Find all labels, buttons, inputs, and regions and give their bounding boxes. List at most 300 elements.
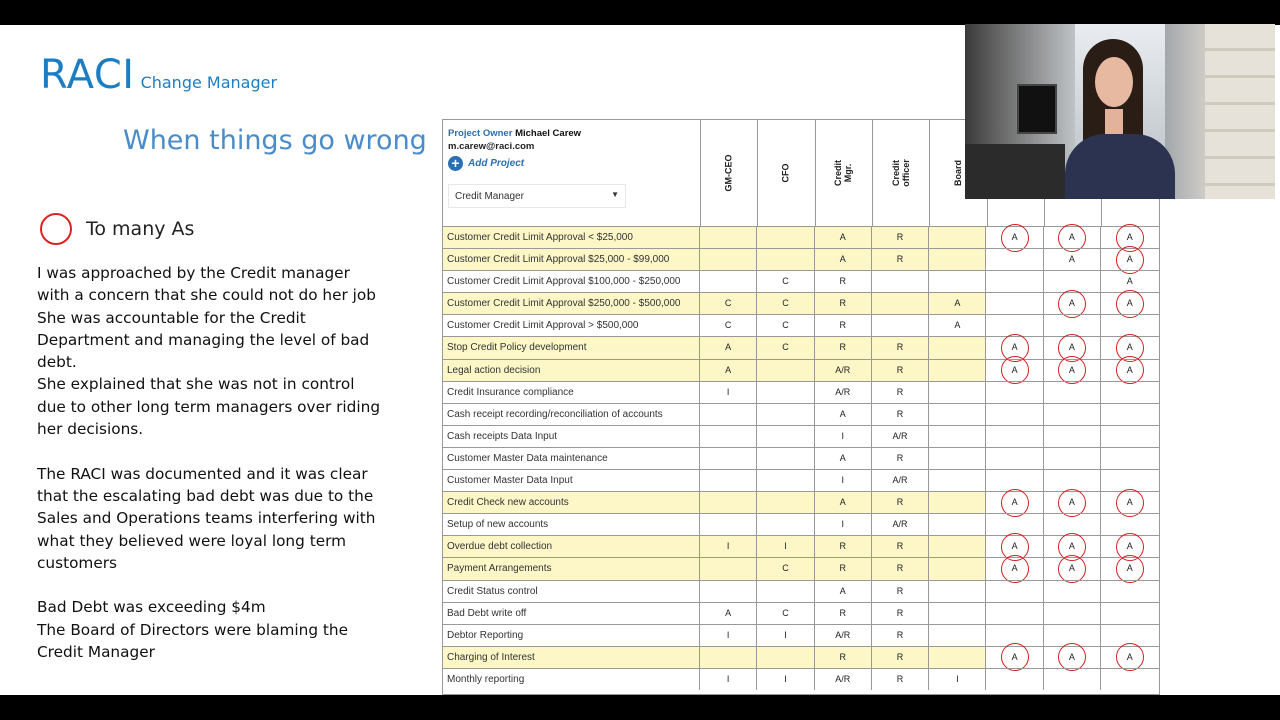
raci-value: A <box>1126 651 1133 662</box>
raci-value: A <box>1126 298 1133 309</box>
raci-value: A <box>839 408 846 419</box>
raci-cell <box>700 426 757 447</box>
table-row <box>443 646 1159 668</box>
raci-value: A <box>839 585 846 596</box>
raci-cell <box>986 603 1043 624</box>
table-row <box>443 381 1159 403</box>
column-header-label: GM-CEO <box>723 154 734 192</box>
activity-label: Cash receipt recording/reconciliation of accounts <box>443 404 700 425</box>
raci-value: I <box>784 629 787 640</box>
raci-cell <box>986 404 1043 425</box>
raci-cell <box>929 382 986 403</box>
raci-cell <box>700 647 757 668</box>
activity-label: Customer Credit Limit Approval $250,000 - $500,000 <box>443 293 700 314</box>
activity-label: Customer Credit Limit Approval $100,000 - $250,000 <box>443 271 700 292</box>
column-header <box>700 120 757 226</box>
raci-value: R <box>839 298 846 309</box>
raci-cell <box>1101 360 1158 381</box>
raci-cell <box>757 227 814 248</box>
raci-value: A <box>1126 541 1133 552</box>
activity-label: Charging of Interest <box>443 647 700 668</box>
raci-cell <box>929 360 986 381</box>
raci-value: C <box>782 298 789 309</box>
raci-cell <box>1101 426 1158 447</box>
body-line: Credit Manager <box>37 643 155 662</box>
raci-cell <box>815 581 872 602</box>
raci-cell <box>700 404 757 425</box>
video-desk <box>965 144 1065 199</box>
raci-cell <box>986 271 1043 292</box>
raci-cell <box>757 382 814 403</box>
raci-cell <box>929 271 986 292</box>
body-line: what they believed were loyal long term <box>37 531 347 550</box>
raci-cell <box>872 382 929 403</box>
raci-value: R <box>896 629 904 640</box>
raci-cell <box>929 227 986 248</box>
column-header-label: Credit Mgr. <box>833 159 854 187</box>
raci-value: A <box>1011 364 1018 375</box>
body-line <box>37 574 417 596</box>
raci-cell <box>1044 647 1101 668</box>
raci-value: A <box>839 497 846 508</box>
raci-value: A <box>1126 563 1133 574</box>
raci-value: A <box>1126 276 1133 287</box>
raci-cell <box>815 558 872 579</box>
body-line: She explained that she was not in control <box>37 375 355 394</box>
project-owner-name: Michael Carew <box>515 128 582 139</box>
body-line: She was accountable for the Credit <box>37 308 306 327</box>
table-row <box>443 226 1159 248</box>
raci-cell <box>700 315 757 336</box>
raci-cell <box>757 249 814 270</box>
raci-cell <box>757 470 814 491</box>
raci-value: I <box>784 673 787 684</box>
role-select[interactable] <box>448 184 626 208</box>
raci-cell <box>815 227 872 248</box>
body-line: I was approached by the Credit manager <box>37 264 350 282</box>
raci-value: A/R <box>892 430 908 441</box>
raci-cell <box>700 293 757 314</box>
raci-cell <box>986 227 1043 248</box>
raci-cell <box>700 360 757 381</box>
raci-cell <box>872 558 929 579</box>
raci-cell <box>757 315 814 336</box>
raci-value: C <box>782 607 789 618</box>
table-row <box>443 513 1159 535</box>
raci-cell <box>757 669 814 690</box>
project-owner <box>448 128 581 139</box>
raci-value: A <box>1068 563 1075 574</box>
raci-cell <box>815 337 872 358</box>
table-row <box>443 535 1159 557</box>
raci-value: R <box>839 342 846 353</box>
raci-value: A <box>725 364 732 375</box>
raci-cell <box>872 227 929 248</box>
raci-cell <box>700 337 757 358</box>
raci-cell <box>872 426 929 447</box>
add-project-label: Add Project <box>468 158 525 169</box>
raci-cell <box>929 581 986 602</box>
raci-cell <box>872 647 929 668</box>
column-header-label: CFO <box>780 163 791 183</box>
raci-value: R <box>896 607 904 618</box>
raci-value: A <box>954 298 961 309</box>
table-row <box>443 491 1159 513</box>
raci-value: R <box>896 364 904 375</box>
activity-label: Customer Master Data Input <box>443 470 700 491</box>
raci-cell <box>929 514 986 535</box>
raci-cell <box>700 514 757 535</box>
raci-value: A <box>839 452 846 463</box>
body-text <box>37 262 417 663</box>
activity-label: Stop Credit Policy development <box>443 337 700 358</box>
raci-cell <box>1101 603 1158 624</box>
raci-cell <box>1101 581 1158 602</box>
raci-value: I <box>841 475 844 486</box>
raci-value: A <box>1011 563 1018 574</box>
presenter-video <box>965 24 1275 199</box>
raci-cell <box>815 603 872 624</box>
raci-cell <box>1101 448 1158 469</box>
raci-cell <box>1044 669 1101 690</box>
raci-logo <box>40 52 277 98</box>
raci-cell <box>872 448 929 469</box>
column-header <box>815 120 872 226</box>
presenter-face <box>1095 57 1133 107</box>
raci-cell <box>757 603 814 624</box>
raci-value: A/R <box>835 673 851 684</box>
raci-value: R <box>896 563 904 574</box>
raci-value: R <box>839 320 846 331</box>
raci-matrix <box>442 119 1160 695</box>
raci-cell <box>815 492 872 513</box>
role-select-value: Credit Manager <box>455 191 524 202</box>
raci-cell <box>929 315 986 336</box>
activity-label: Debtor Reporting <box>443 625 700 646</box>
activity-label: Payment Arrangements <box>443 558 700 579</box>
table-row <box>443 314 1159 336</box>
raci-cell <box>815 448 872 469</box>
raci-value: C <box>782 276 789 287</box>
raci-value: A <box>1126 232 1133 242</box>
bullet-point <box>40 213 194 245</box>
raci-cell <box>757 558 814 579</box>
raci-value: C <box>782 320 789 331</box>
raci-cell <box>700 382 757 403</box>
raci-value: C <box>724 298 732 309</box>
body-line: Sales and Operations teams interfering with <box>37 509 376 528</box>
raci-cell <box>1101 227 1158 248</box>
body-line: due to other long term managers over riding <box>37 397 381 416</box>
raci-cell <box>1044 249 1101 270</box>
raci-cell <box>872 625 929 646</box>
column-header-label: Credit officer <box>890 159 911 187</box>
raci-cell <box>986 470 1043 491</box>
body-line: her decisions. <box>37 420 144 439</box>
raci-value: I <box>726 386 730 397</box>
raci-value: I <box>841 519 844 530</box>
table-row <box>443 270 1159 292</box>
raci-value: A <box>1068 232 1075 242</box>
raci-value: A <box>1011 342 1018 353</box>
raci-cell <box>1101 382 1158 403</box>
body-line: that the escalating bad debt was due to the <box>37 486 374 505</box>
raci-cell <box>1044 426 1101 447</box>
raci-value: I <box>841 430 844 441</box>
body-line: Bad Debt was exceeding $4m <box>37 598 266 617</box>
raci-cell <box>872 360 929 381</box>
raci-value: R <box>896 342 904 353</box>
raci-value: A <box>1068 342 1075 353</box>
raci-value: A <box>1011 651 1018 662</box>
raci-cell <box>929 625 986 646</box>
activity-label: Credit Check new accounts <box>443 492 700 513</box>
raci-cell <box>1044 470 1101 491</box>
raci-value: C <box>782 342 789 353</box>
body-line: with a concern that she could not do her job <box>37 286 376 305</box>
raci-value: A <box>839 232 846 242</box>
raci-value: I <box>956 673 959 684</box>
raci-value: I <box>726 673 730 684</box>
raci-value: R <box>896 541 904 552</box>
raci-cell <box>929 603 986 624</box>
body-line <box>37 440 417 462</box>
column-header <box>872 120 929 226</box>
raci-value: A <box>1068 497 1075 508</box>
raci-value: R <box>839 651 846 662</box>
activity-label: Setup of new accounts <box>443 514 700 535</box>
raci-value: R <box>896 386 904 397</box>
raci-cell <box>700 271 757 292</box>
raci-cell <box>815 625 872 646</box>
raci-cell <box>757 404 814 425</box>
video-monitor <box>1017 84 1057 134</box>
raci-cell <box>757 426 814 447</box>
raci-value: A/R <box>835 629 851 640</box>
table-row <box>443 292 1159 314</box>
raci-cell <box>872 536 929 557</box>
raci-value: A/R <box>892 475 908 486</box>
raci-cell <box>700 227 757 248</box>
raci-cell <box>986 249 1043 270</box>
raci-cell <box>986 558 1043 579</box>
raci-cell <box>700 536 757 557</box>
raci-cell <box>986 647 1043 668</box>
raci-value: A <box>1011 541 1018 552</box>
raci-cell <box>872 293 929 314</box>
body-line: customers <box>37 553 118 572</box>
raci-cell <box>1044 581 1101 602</box>
table-row <box>443 624 1159 646</box>
raci-cell <box>815 249 872 270</box>
body-line: debt. <box>37 353 77 372</box>
dropdown-arrow-icon: ▼ <box>611 190 619 199</box>
raci-cell <box>986 293 1043 314</box>
raci-cell <box>929 647 986 668</box>
raci-cell <box>1101 492 1158 513</box>
raci-value: A <box>1011 497 1018 508</box>
raci-cell <box>1101 249 1158 270</box>
column-header <box>757 120 814 226</box>
activity-label: Credit Insurance compliance <box>443 382 700 403</box>
raci-cell <box>986 360 1043 381</box>
logo-sub: Change Manager <box>140 73 278 92</box>
raci-cell <box>986 492 1043 513</box>
raci-cell <box>872 337 929 358</box>
activity-label: Credit Status control <box>443 581 700 602</box>
raci-cell <box>929 337 986 358</box>
raci-cell <box>929 669 986 690</box>
raci-cell <box>929 404 986 425</box>
video-bookshelf <box>1205 24 1275 199</box>
raci-cell <box>872 581 929 602</box>
raci-value: A <box>1068 651 1075 662</box>
raci-cell <box>757 647 814 668</box>
activity-label: Legal action decision <box>443 360 700 381</box>
bullet-text: To many As <box>86 218 195 240</box>
raci-cell <box>700 470 757 491</box>
raci-cell <box>929 536 986 557</box>
raci-cell <box>872 470 929 491</box>
raci-cell <box>815 426 872 447</box>
raci-cell <box>929 426 986 447</box>
raci-cell <box>757 360 814 381</box>
raci-cell <box>815 647 872 668</box>
raci-cell <box>872 492 929 513</box>
raci-value: A/R <box>835 386 851 397</box>
raci-cell <box>872 249 929 270</box>
raci-value: R <box>839 563 846 574</box>
raci-value: R <box>839 541 846 552</box>
raci-cell <box>815 271 872 292</box>
raci-value: R <box>896 497 904 508</box>
activity-label: Bad Debt write off <box>443 603 700 624</box>
logo-main: RACI <box>40 52 135 98</box>
raci-cell <box>872 514 929 535</box>
presenter-figure <box>1065 39 1175 199</box>
raci-value: I <box>784 541 787 552</box>
activity-label: Customer Credit Limit Approval > $500,000 <box>443 315 700 336</box>
project-owner-label: Project Owner <box>448 128 513 139</box>
raci-value: R <box>896 452 904 463</box>
raci-value: A <box>725 342 732 353</box>
raci-cell <box>1101 669 1158 690</box>
table-row <box>443 557 1159 579</box>
raci-value: A <box>725 607 732 618</box>
raci-cell <box>1044 492 1101 513</box>
raci-cell <box>815 315 872 336</box>
raci-cell <box>1101 404 1158 425</box>
raci-cell <box>1101 470 1158 491</box>
presenter-jacket <box>1065 134 1175 199</box>
table-row <box>443 447 1159 469</box>
raci-value: A <box>1068 254 1075 265</box>
raci-value: R <box>896 585 904 596</box>
raci-cell <box>1044 558 1101 579</box>
table-row <box>443 359 1159 381</box>
raci-cell <box>700 249 757 270</box>
raci-cell <box>815 536 872 557</box>
raci-cell <box>757 271 814 292</box>
raci-cell <box>757 581 814 602</box>
raci-value: A <box>839 254 846 265</box>
raci-value: R <box>896 232 904 242</box>
raci-value: A <box>1068 364 1075 375</box>
raci-cell <box>929 492 986 513</box>
raci-value: C <box>724 320 732 331</box>
table-row <box>443 403 1159 425</box>
raci-cell <box>986 669 1043 690</box>
raci-cell <box>929 293 986 314</box>
raci-value: I <box>726 541 730 552</box>
raci-cell <box>929 558 986 579</box>
table-row <box>443 425 1159 447</box>
table-row <box>443 668 1159 690</box>
raci-value: I <box>726 629 730 640</box>
raci-cell <box>757 492 814 513</box>
raci-value: A <box>1126 254 1133 265</box>
raci-cell <box>1044 404 1101 425</box>
table-row <box>443 469 1159 491</box>
raci-value: A <box>1126 342 1133 353</box>
raci-value: R <box>839 607 846 618</box>
raci-value: R <box>896 651 904 662</box>
raci-cell <box>872 315 929 336</box>
raci-cell <box>1101 647 1158 668</box>
raci-cell <box>700 603 757 624</box>
raci-cell <box>700 492 757 513</box>
raci-cell <box>815 404 872 425</box>
owner-email: m.carew@raci.com <box>448 141 535 152</box>
raci-cell <box>700 581 757 602</box>
activity-label: Overdue debt collection <box>443 536 700 557</box>
raci-cell <box>757 448 814 469</box>
raci-cell <box>815 514 872 535</box>
raci-cell <box>929 448 986 469</box>
raci-value: A <box>1068 298 1075 309</box>
raci-value: A <box>954 320 961 331</box>
activity-label: Cash receipts Data Input <box>443 426 700 447</box>
add-project-button[interactable] <box>448 156 524 171</box>
table-row <box>443 580 1159 602</box>
plus-icon: + <box>448 156 463 171</box>
circle-bullet-icon <box>40 213 72 245</box>
raci-cell <box>872 603 929 624</box>
raci-cell <box>757 337 814 358</box>
raci-cell <box>757 514 814 535</box>
activity-label: Customer Credit Limit Approval $25,000 - $99,000 <box>443 249 700 270</box>
raci-value: R <box>839 276 846 287</box>
body-line: The RACI was documented and it was clear <box>37 464 368 483</box>
raci-cell <box>757 293 814 314</box>
raci-cell <box>815 360 872 381</box>
raci-value: A <box>1011 232 1018 242</box>
activity-label: Customer Credit Limit Approval < $25,000 <box>443 227 700 248</box>
raci-cell <box>700 448 757 469</box>
table-row <box>443 336 1159 358</box>
raci-cell <box>757 536 814 557</box>
raci-cell <box>815 470 872 491</box>
raci-cell <box>929 470 986 491</box>
raci-cell <box>872 271 929 292</box>
body-line: Department and managing the level of bad <box>37 330 370 349</box>
raci-value: A/R <box>835 364 851 375</box>
raci-cell <box>757 625 814 646</box>
raci-cell <box>1044 382 1101 403</box>
raci-cell <box>986 382 1043 403</box>
raci-cell <box>1044 448 1101 469</box>
raci-cell <box>872 404 929 425</box>
